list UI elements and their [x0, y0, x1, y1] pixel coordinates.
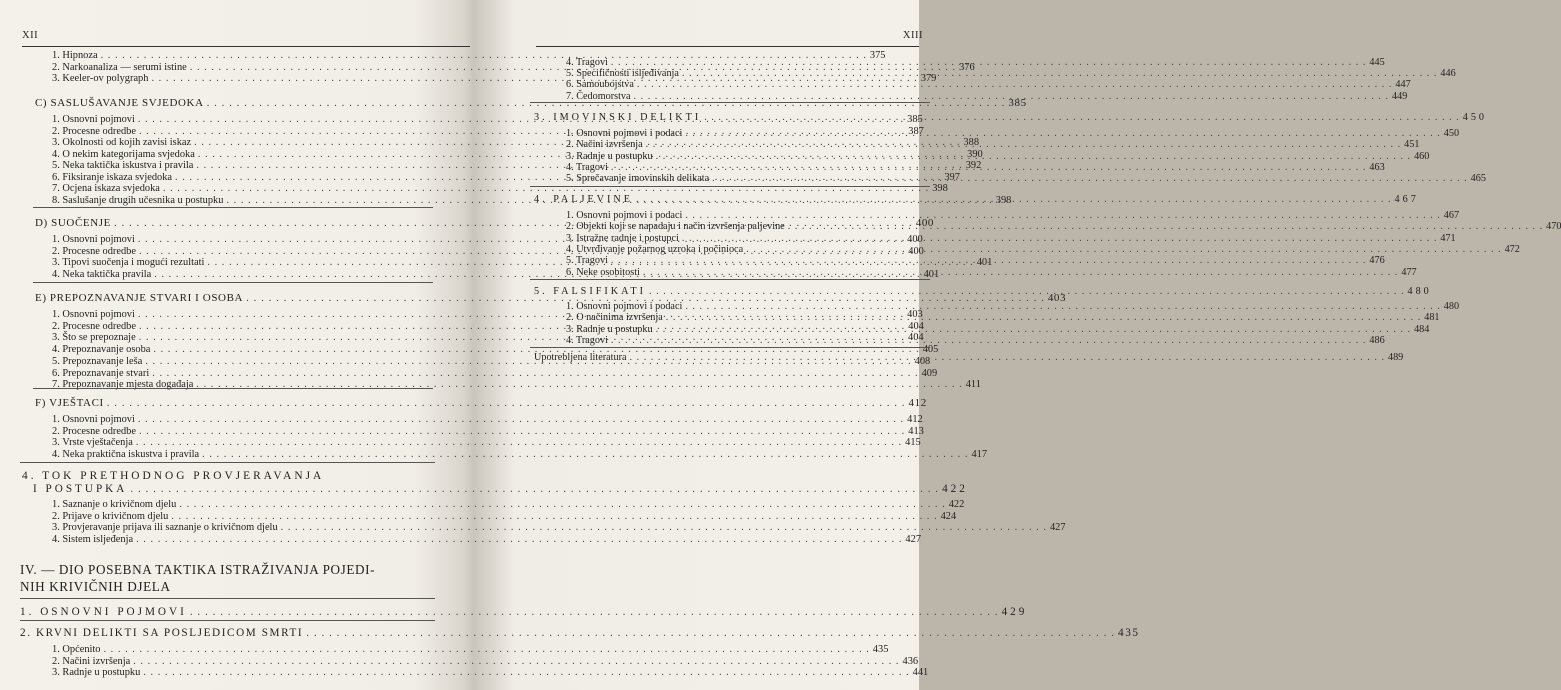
toc-entry-title: I POSTUPKA: [33, 483, 128, 495]
toc-page-number: 392: [965, 160, 982, 171]
toc-entry-title: 4. Neka taktička pravila: [52, 268, 152, 280]
toc-page-number: 408: [914, 355, 931, 367]
toc-entry-title: 1. Osnovni pojmovi i podaci: [566, 210, 683, 221]
toc-entry-title: 3. Radnje u postupku: [566, 150, 653, 162]
toc-entry-title: 1. Općenito: [52, 644, 101, 655]
toc-entry-title: 1. Osnovni pojmovi i podaci: [566, 128, 683, 139]
toc-entry: [566, 265, 1417, 278]
toc-page-number: 415: [905, 437, 921, 449]
toc-page-number: 404: [908, 332, 924, 344]
toc-entry-title: 3. Istražne radnje i postupci: [566, 232, 679, 244]
toc-page-number: 467: [1394, 194, 1419, 205]
toc-page-number: 397: [944, 171, 960, 183]
toc-page-number: 484: [1414, 323, 1430, 335]
toc-entry-title: 1. Osnovni pojmovi: [52, 234, 135, 245]
toc-entry-title: D) SUOČENJE: [35, 217, 111, 229]
toc-entry-title: 4. Tragovi: [566, 334, 608, 346]
toc-page-number: 445: [1369, 57, 1385, 68]
toc-entry-title: 5. Tragovi: [566, 255, 608, 267]
toc-page-number: 446: [1440, 68, 1456, 80]
toc-page-number: 387: [908, 125, 924, 137]
part-heading: IV. — DIO POSEBNA TAKTIKA ISTRAŽIVANJA POJEDI-: [20, 562, 376, 577]
toc-entry-title: 1. Osnovni pojmovi: [52, 414, 135, 425]
toc-page-number: 403: [1047, 292, 1067, 304]
toc-page-number: 385: [907, 114, 923, 125]
section-divider: [33, 388, 433, 389]
toc-page-number: 481: [1424, 312, 1440, 324]
toc-page-number: 409: [921, 367, 938, 379]
toc-page-number: 476: [1369, 255, 1385, 267]
toc-entry-title: 5. Specifičnosti isljeđivanja: [566, 68, 679, 80]
section-divider: [20, 620, 435, 621]
toc-entry-title: 1. Saznanje o krivičnom djelu: [52, 499, 177, 510]
toc-entry: [52, 447, 988, 461]
toc-page-number: 450: [1462, 112, 1487, 123]
toc-page-number: 472: [1504, 243, 1520, 255]
toc-entry-title: 4. Tragovi: [566, 57, 608, 68]
toc-leader-dots: [704, 112, 1459, 123]
toc-page-number: 435: [872, 644, 889, 655]
toc-page-number: 427: [905, 534, 922, 546]
toc-page-number: 465: [1470, 173, 1486, 185]
toc-page-number: 441: [912, 667, 929, 679]
toc-page-number: 412: [908, 397, 927, 409]
toc-page-number: 460: [1414, 150, 1430, 162]
toc-leader-dots: [630, 352, 1385, 363]
toc-entry-title: 2. Procesne odredbe: [52, 320, 136, 332]
toc-entry-title: 7. Ocjena iskaza svjedoka: [52, 183, 160, 194]
toc-entry-title: 5. Neka taktička iskustva i pravila: [52, 160, 194, 171]
toc-entry: [33, 480, 968, 495]
toc-page-number: 435: [1118, 627, 1140, 639]
toc-page-number: 404: [908, 320, 924, 332]
toc-page-number: 400: [908, 245, 924, 257]
toc-entry-title: 6. Samoubojstva: [566, 79, 634, 91]
toc-entry-title: 5. FALSIFIKATI: [534, 286, 646, 297]
toc-entry-title: 3. Radnje u postupku: [52, 667, 141, 679]
toc-entry-title: 7. Prepoznavanje mjesta događaja: [52, 379, 194, 391]
toc-entry: [566, 333, 1385, 346]
toc-entry-title: 7. Čedomorstva: [566, 90, 631, 102]
toc-entry-title: 2. KRVNI DELIKTI SA POSLJEDICOM SMRTI: [20, 627, 304, 639]
toc-page-number: 417: [971, 449, 988, 461]
toc-entry-title: 3. Okolnosti od kojih zavisi iskaz: [52, 137, 192, 148]
toc-page-number: 429: [1001, 606, 1028, 618]
toc-page-number: 424: [940, 510, 957, 522]
toc-entry-title: 3. IMOVINSKI DELIKTI: [534, 112, 702, 123]
toc-entry-title: 4. Neka praktična iskustva i pravila: [52, 449, 200, 461]
toc-leader-dots: [611, 335, 1366, 346]
toc-entry-title: 2. O načinima izvršenja: [566, 312, 663, 324]
toc-entry-title: 3. Keeler-ov polygraph: [52, 73, 149, 84]
toc-page-number: 447: [1395, 79, 1411, 91]
section-divider: [530, 279, 930, 280]
toc-entry: [52, 665, 929, 679]
section-divider: [530, 102, 930, 103]
toc-page-number: 398: [932, 183, 948, 194]
toc-page-number: 398: [995, 194, 1012, 206]
part-heading: NIH KRIVIČNIH DJELA: [20, 579, 171, 594]
toc-entry-title: 2. Procesne odredbe: [52, 425, 136, 437]
toc-page-number: 422: [942, 483, 968, 495]
toc-page-number: 449: [1392, 90, 1408, 102]
toc-page-number: 427: [1049, 522, 1066, 534]
page-number-header: XII: [22, 30, 39, 41]
toc-page-number: 375: [869, 50, 886, 61]
toc-leader-dots: [636, 194, 1391, 205]
toc-entry: [52, 532, 922, 546]
toc-entry-title: 5. Sprečavanje imovinskih delikata: [566, 173, 710, 185]
toc-entry-title: 5. Prepoznavanje leša: [52, 355, 143, 367]
toc-entry-title: 2. Načini izvršenja: [52, 655, 131, 667]
toc-entry-title: 4. Prepoznavanje osoba: [52, 344, 151, 356]
toc-page-number: 450: [1443, 128, 1460, 139]
toc-leader-dots: [649, 286, 1404, 297]
toc-entry: [20, 624, 1140, 639]
toc-leader-dots: [643, 267, 1398, 278]
toc-entry-title: Upotrebljena literatura: [534, 352, 627, 363]
toc-entry-title: 3. Radnje u postupku: [566, 323, 653, 335]
toc-page-number: 471: [1440, 232, 1456, 244]
toc-entry-title: 3. Vrste vještačenja: [52, 437, 133, 449]
toc-entry-title: 2. Procesne odredbe: [52, 125, 136, 137]
toc-entry-title: 4. Tragovi: [566, 161, 608, 173]
toc-page-number: 412: [907, 414, 923, 425]
section-divider: [530, 347, 930, 348]
section-divider: [20, 462, 435, 463]
section-heading: 4. TOK PRETHODNOG PROVJERAVANJA: [22, 470, 325, 482]
toc-page-number: 477: [1401, 266, 1417, 278]
section-divider: [33, 207, 433, 208]
toc-entry-title: 2. Objekti koji se napadaju i način izvršenja paljevine: [566, 221, 785, 233]
toc-entry-title: 4. Utvrđivanje požarnog uzroka i počinioca: [566, 243, 744, 255]
toc-entry-title: 2. Narkoanaliza — serumi istine: [52, 61, 187, 73]
toc-page-number: 388: [963, 137, 980, 148]
toc-entry-title: 6. Neke osobitosti: [566, 266, 640, 278]
toc-leader-dots: [712, 173, 1467, 184]
toc-page-number: 489: [1387, 352, 1404, 363]
toc-entry-title: 3. Tipovi suočenja i mogući rezultati: [52, 257, 205, 268]
toc-entry-title: 1. OSNOVNI POJMOVI: [20, 606, 187, 618]
toc-entry: [35, 394, 927, 409]
toc-entry-title: 2. Prijave o krivičnom djelu: [52, 510, 169, 522]
section-divider: [20, 598, 435, 599]
toc-page-number: 467: [1443, 210, 1460, 221]
toc-entry-title: 4. Sistem isljeđenja: [52, 534, 134, 546]
toc-entry-title: 2. Procesne odredbe: [52, 245, 136, 257]
toc-page-number: 470: [1546, 221, 1561, 233]
toc-entry-title: 1. Osnovni pojmovi: [52, 309, 135, 320]
toc-page-number: 400: [907, 234, 923, 245]
toc-entry: [534, 108, 1487, 123]
toc-entry-title: 1. Osnovni pojmovi: [52, 114, 135, 125]
toc-page-number: 463: [1369, 161, 1385, 173]
toc-entry-title: E) PREPOZNAVANJE STVARI I OSOBA: [35, 292, 244, 304]
toc-page-number: 390: [967, 148, 983, 160]
toc-page-number: 400: [915, 217, 935, 229]
toc-page-number: 405: [922, 344, 939, 356]
section-divider: [530, 186, 930, 187]
toc-entry-title: C) SASLUŠAVANJE SVJEDOKA: [35, 97, 204, 109]
toc-entry-title: F) VJEŠTACI: [35, 397, 104, 409]
toc-entry-title: 1. Hipnoza: [52, 50, 98, 61]
toc-page-number: 401: [923, 268, 940, 280]
toc-leader-dots: [634, 91, 1389, 102]
toc-entry-title: 6. Fiksiranje iskaza svjedoka: [52, 171, 173, 183]
toc-page-number: 436: [902, 655, 919, 667]
toc-page-number: 422: [948, 499, 965, 510]
toc-page-number: 379: [920, 73, 937, 84]
page-number-header: XIII: [902, 30, 923, 41]
toc-page-number: 480: [1407, 286, 1432, 297]
toc-entry-title: 2. Načini izvršenja: [566, 139, 643, 151]
toc-entry: [534, 282, 1432, 297]
toc-entry-title: 4. O nekim kategorijama svjedoka: [52, 148, 195, 160]
toc-entry-title: 3. Provjeravanje prijava ili saznanje o krivičnom djelu: [52, 522, 278, 534]
section-divider: [33, 282, 433, 283]
toc-entry-title: 4. PALJEVINE: [534, 194, 634, 205]
toc-page-number: 413: [908, 425, 924, 437]
toc-page-number: 411: [965, 379, 981, 391]
toc-page-number: 401: [976, 257, 993, 268]
toc-page-number: 486: [1369, 334, 1385, 346]
toc-entry: [20, 603, 1028, 618]
toc-page-number: 385: [1008, 97, 1027, 109]
toc-page-number: 480: [1443, 301, 1460, 312]
toc-entry-title: 8. Saslušanje drugih učesnika u postupku: [52, 194, 224, 206]
toc-entry: [566, 89, 1408, 102]
toc-page-number: 451: [1404, 139, 1420, 151]
toc-page-number: 376: [959, 61, 975, 73]
toc-entry-title: 1. Osnovni pojmovi i podaci: [566, 301, 683, 312]
toc-entry-title: 3. Što se prepoznaje: [52, 332, 136, 344]
toc-entry-title: 6. Prepoznavanje stvari: [52, 367, 150, 379]
toc-page-number: 403: [907, 309, 923, 320]
